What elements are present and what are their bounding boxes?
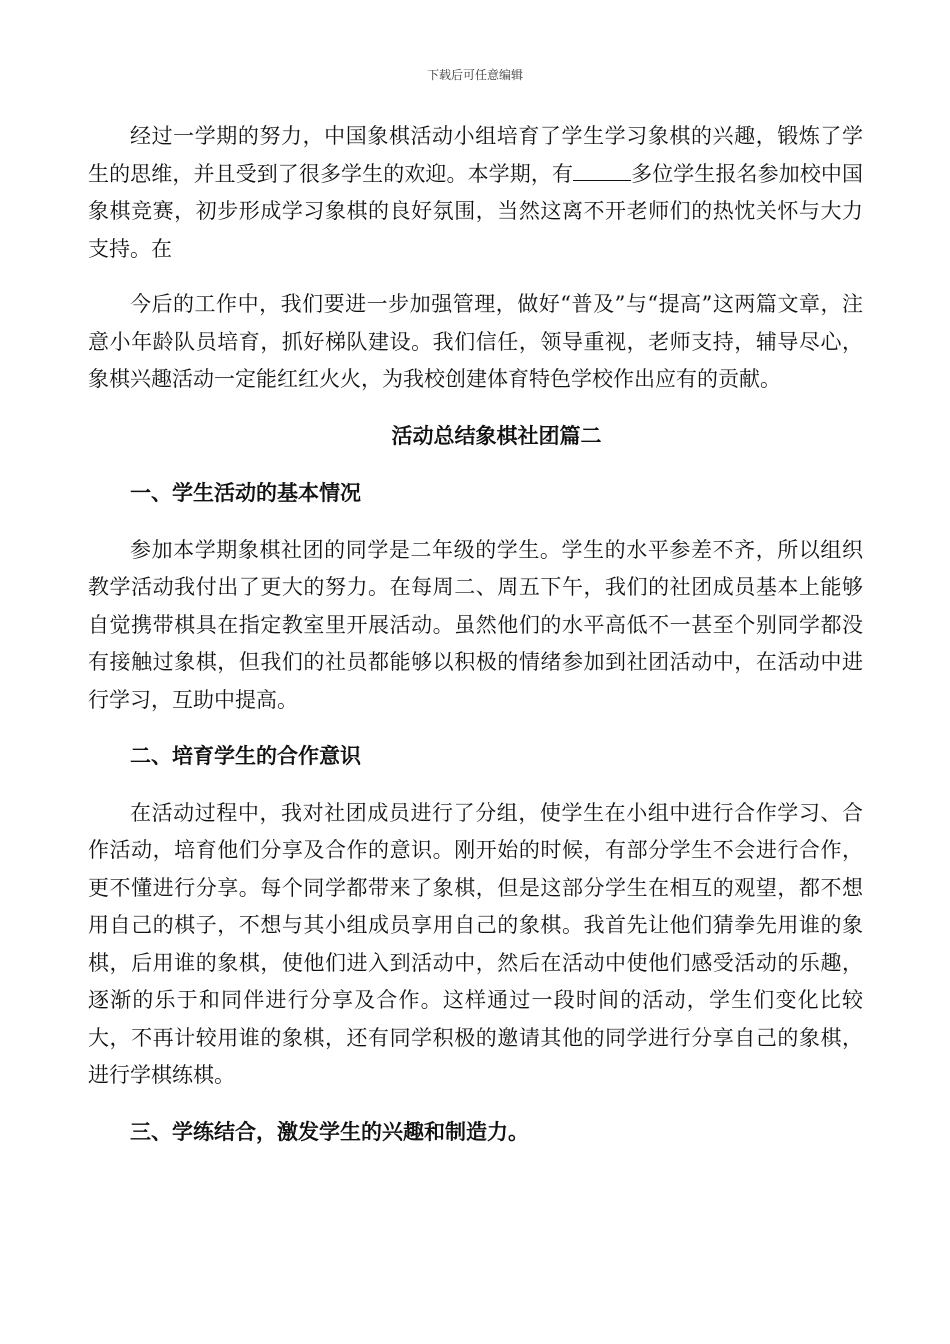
heading-2: 二、培育学生的合作意识 bbox=[130, 743, 361, 768]
fill-in-blank bbox=[573, 162, 631, 181]
paragraph-1 bbox=[88, 118, 863, 268]
heading-3: 三、学练结合，激发学生的兴趣和制造力。 bbox=[130, 1118, 529, 1144]
paragraph-2: 今后的工作中，我们要进一步加强管理，做好“普及”与“提高”这两篇文章，注意小年龄队员培育，抓好梯队建设。我们信任，领导重视，老师支持，辅导尽心，象棋兴趣活动一定能红红火火，为我校创建体育特色学校作出应有的贡献。 bbox=[88, 292, 863, 391]
document-body bbox=[88, 118, 863, 1170]
heading-1: 一、学生活动的基本情况 bbox=[130, 480, 361, 505]
section-title: 活动总结象棋社团篇二 bbox=[391, 422, 602, 448]
paragraph-3: 参加本学期象棋社团的同学是二年级的学生。学生的水平参差不齐，所以组织教学活动我付出了更大的努力。在每周二、周五下午，我们的社团成员基本上能够自觉携带棋具在指定教室里开展活动。虽然他们的水平高低不一甚至个别同学都没有接触过象棋，但我们的社员都能够以积极的情绪参加到社团活动中，在活动中进行学习，互助中提高。 bbox=[88, 537, 863, 712]
header-note: 下载后可任意编辑 bbox=[426, 68, 523, 82]
paragraph-4: 在活动过程中，我对社团成员进行了分组，使学生在小组中进行合作学习、合作活动，培育他们分享及合作的意识。刚开始的时候，有部分学生不会进行合作，更不懂进行分享。每个同学都带来了象棋，但是这部分学生在相互的观望，都不想用自己的棋子，不想与其小组成员享用自己的象棋。我首先让他们猜拳先用谁的象棋，后用谁的象棋，使他们进入到活动中，然后在活动中使他们感受活动的乐趣，逐渐的乐于和同伴进行分享及合作。这样通过一段时间的活动，学生们变化比较大，不再计较用谁的象棋，还有同学积极的邀请其他的同学进行分享自己的象棋，进行学棋练棋。 bbox=[88, 800, 863, 1087]
paragraph-1-text-b: 多位学生报名参加校中国象棋竞赛，初步形成学习象棋的良好氛围，当然这离不开老师们的热忱关怀与大力支持。在 bbox=[88, 161, 864, 261]
paragraph-1-text-a: 经过一学期的努力，中国象棋活动小组培育了学生学习象棋的兴趣，锻炼了学生的思维，并且受到了很多学生的欢迎。本学期，有 bbox=[88, 124, 863, 186]
